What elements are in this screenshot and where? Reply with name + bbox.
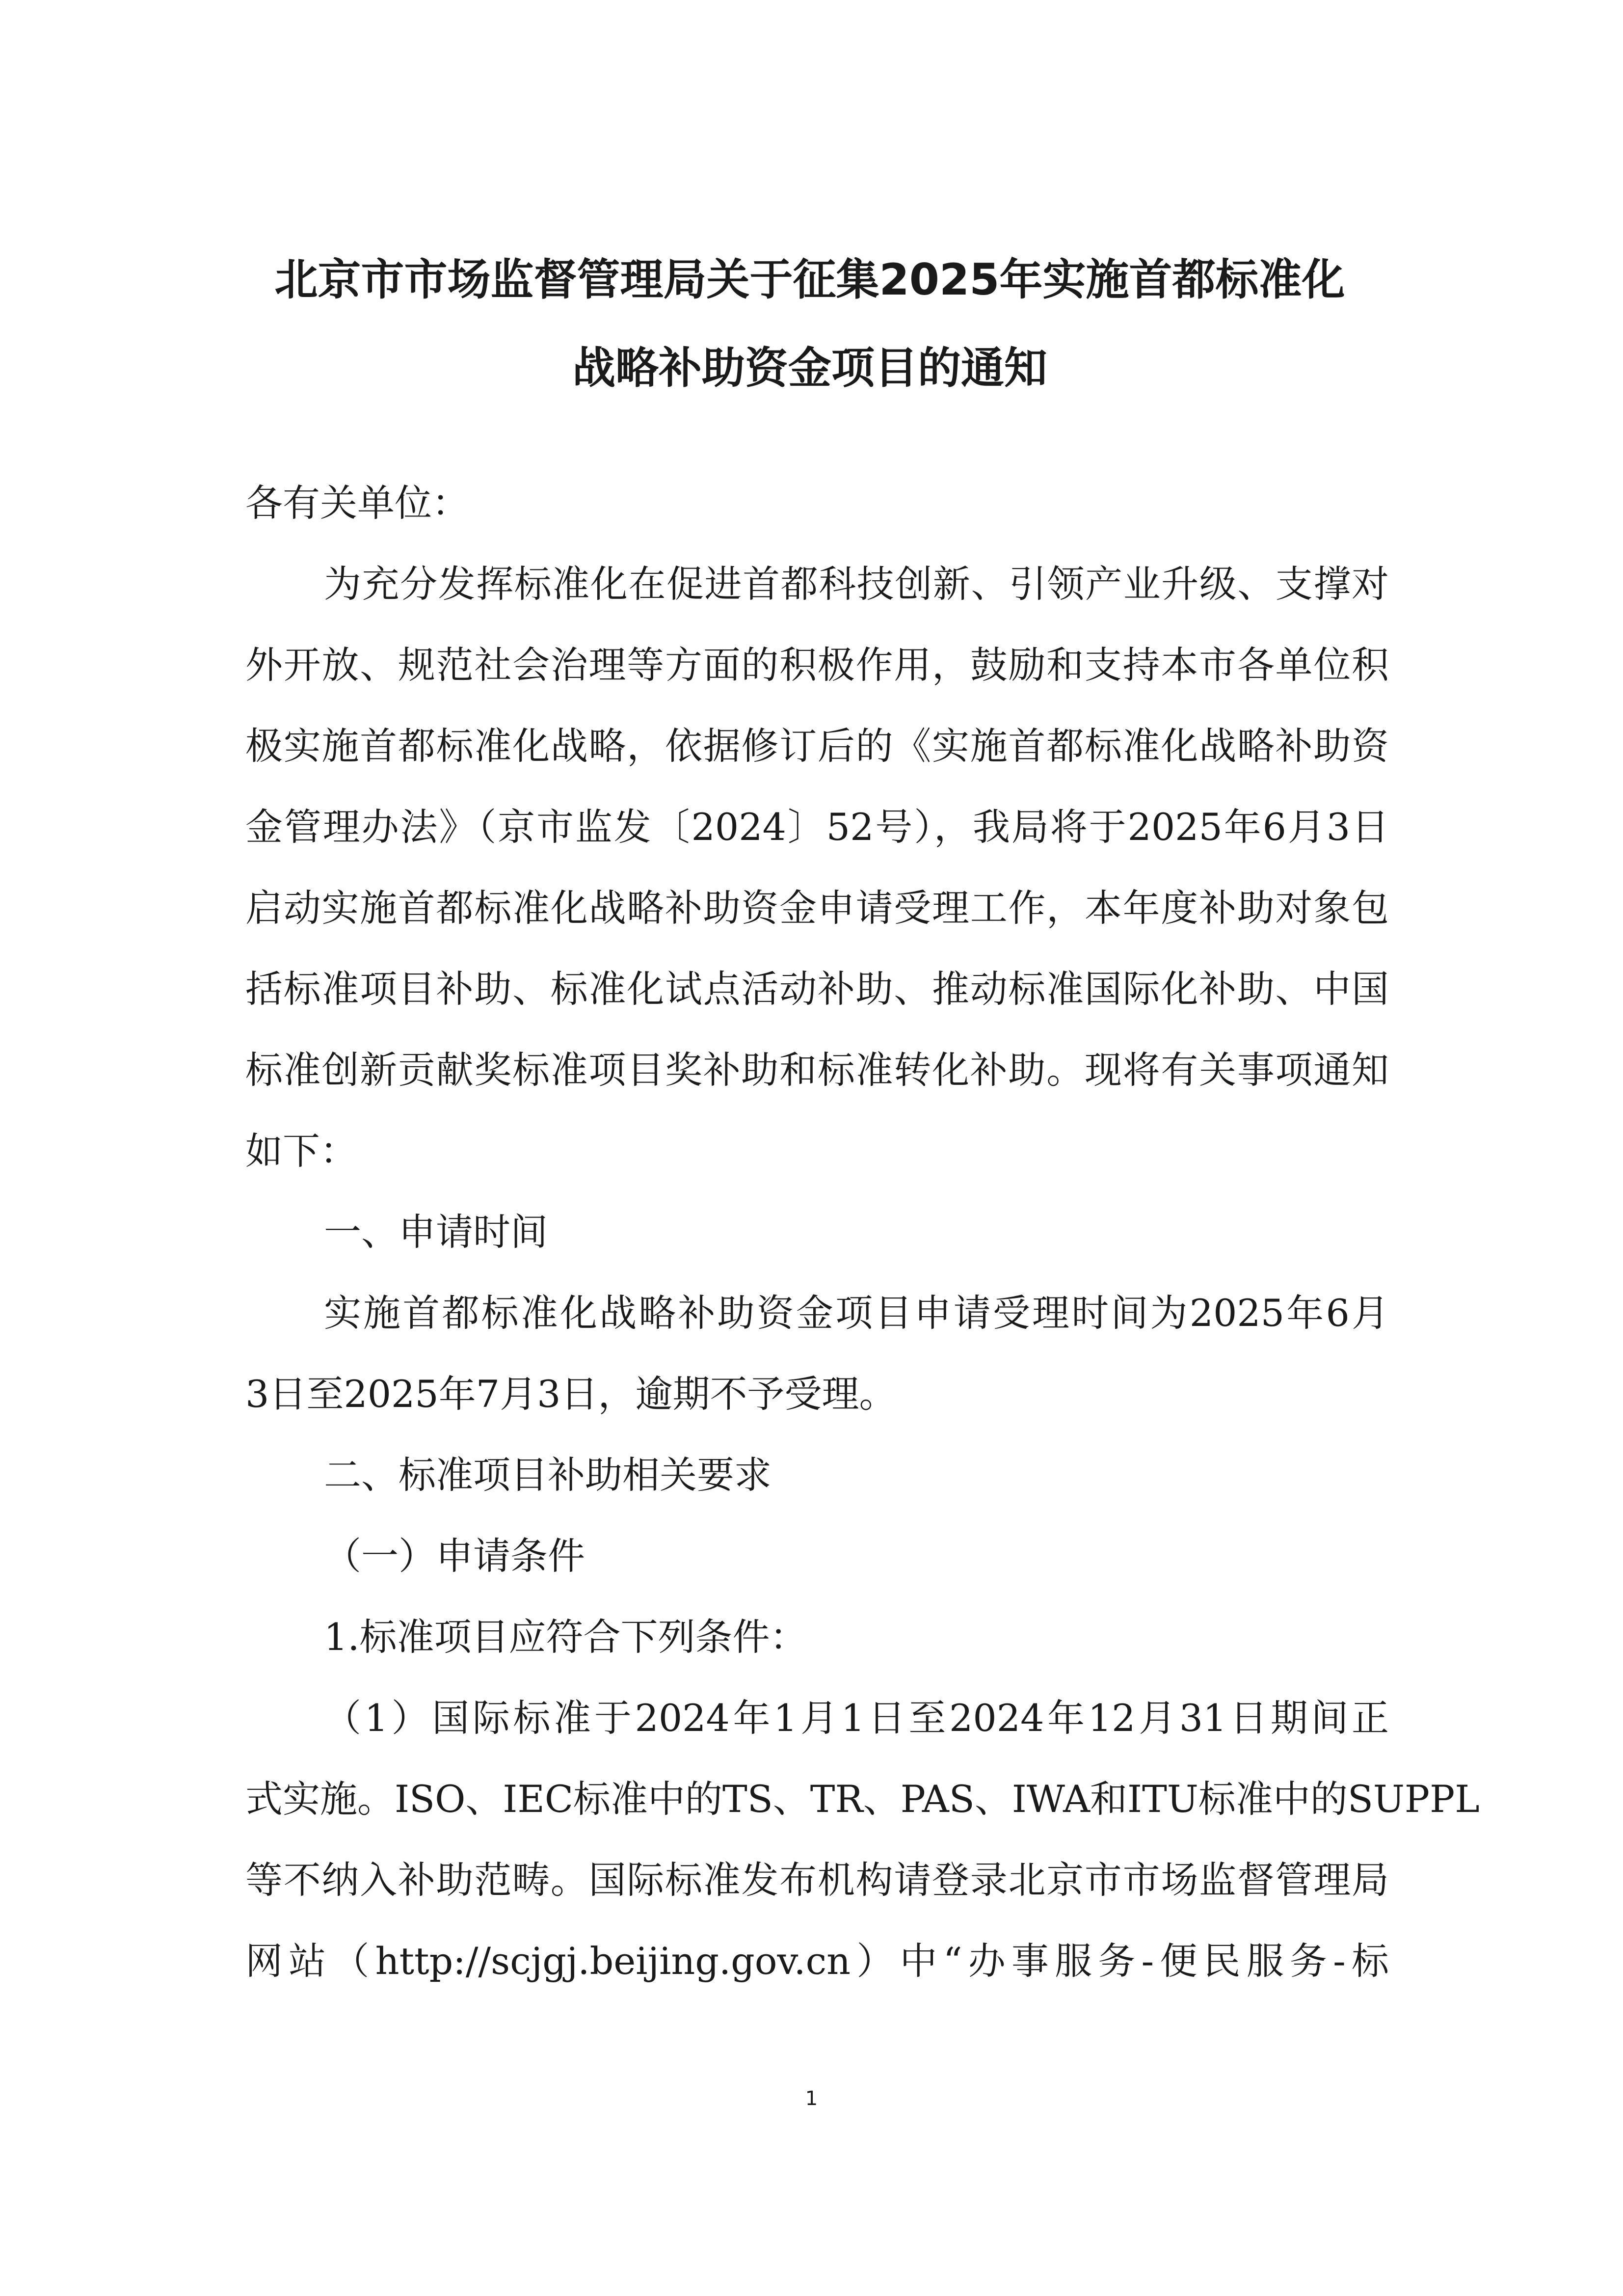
salutation: 各有关单位： [245,481,469,525]
subsection-heading-2-1: （一）申请条件 [324,1534,585,1578]
paragraph-1-line: 为充分发挥标准化在促进首都科技创新、引领产业升级、支撑对 [324,562,1389,606]
paragraph-1-line: 启动实施首都标准化战略补助资金申请受理工作，本年度补助对象包 [245,886,1389,930]
paragraph-1-line: 如下： [245,1129,357,1173]
paragraph-3-line: （1）国际标准于2024年1月1日至2024年12月31日期间正 [324,1696,1389,1740]
paragraph-1-line: 括标准项目补助、标准化试点活动补助、推动标准国际化补助、中国 [245,967,1389,1011]
document-title-line-2: 战略补助资金项目的通知 [572,343,1047,393]
paragraph-2-line: 实施首都标准化战略补助资金项目申请受理时间为2025年6月 [324,1291,1389,1335]
section-heading-2: 二、标准项目补助相关要求 [324,1453,772,1497]
paragraph-1-line: 外开放、规范社会治理等方面的积极作用，鼓励和支持本市各单位积 [245,643,1389,687]
section-heading-1: 一、申请时间 [324,1210,548,1254]
document-title-line-1: 北京市市场监督管理局关于征集2025年实施首都标准化 [274,254,1345,305]
paragraph-1-line: 标准创新贡献奖标准项目奖补助和标准转化补助。现将有关事项通知 [245,1048,1389,1092]
paragraph-3-line: 式实施。ISO、IEC标准中的TS、TR、PAS、IWA和ITU标准中的SUPPL [245,1777,1480,1821]
paragraph-3-line: 网站（http://scjgj.beijing.gov.cn）中“办事服务-便民服务-标 [245,1939,1389,1983]
page-number: 1 [805,2087,818,2110]
paragraph-1-line: 极实施首都标准化战略，依据修订后的《实施首都标准化战略补助资 [245,724,1389,768]
list-item-1: 1.标准项目应符合下列条件： [324,1615,807,1659]
paragraph-1-line: 金管理办法》（京市监发〔2024〕52号），我局将于2025年6月3日 [245,805,1389,849]
paragraph-2-line: 3日至2025年7月3日，逾期不予受理。 [245,1372,897,1416]
paragraph-3-line: 等不纳入补助范畴。国际标准发布机构请登录北京市市场监督管理局 [245,1858,1389,1902]
